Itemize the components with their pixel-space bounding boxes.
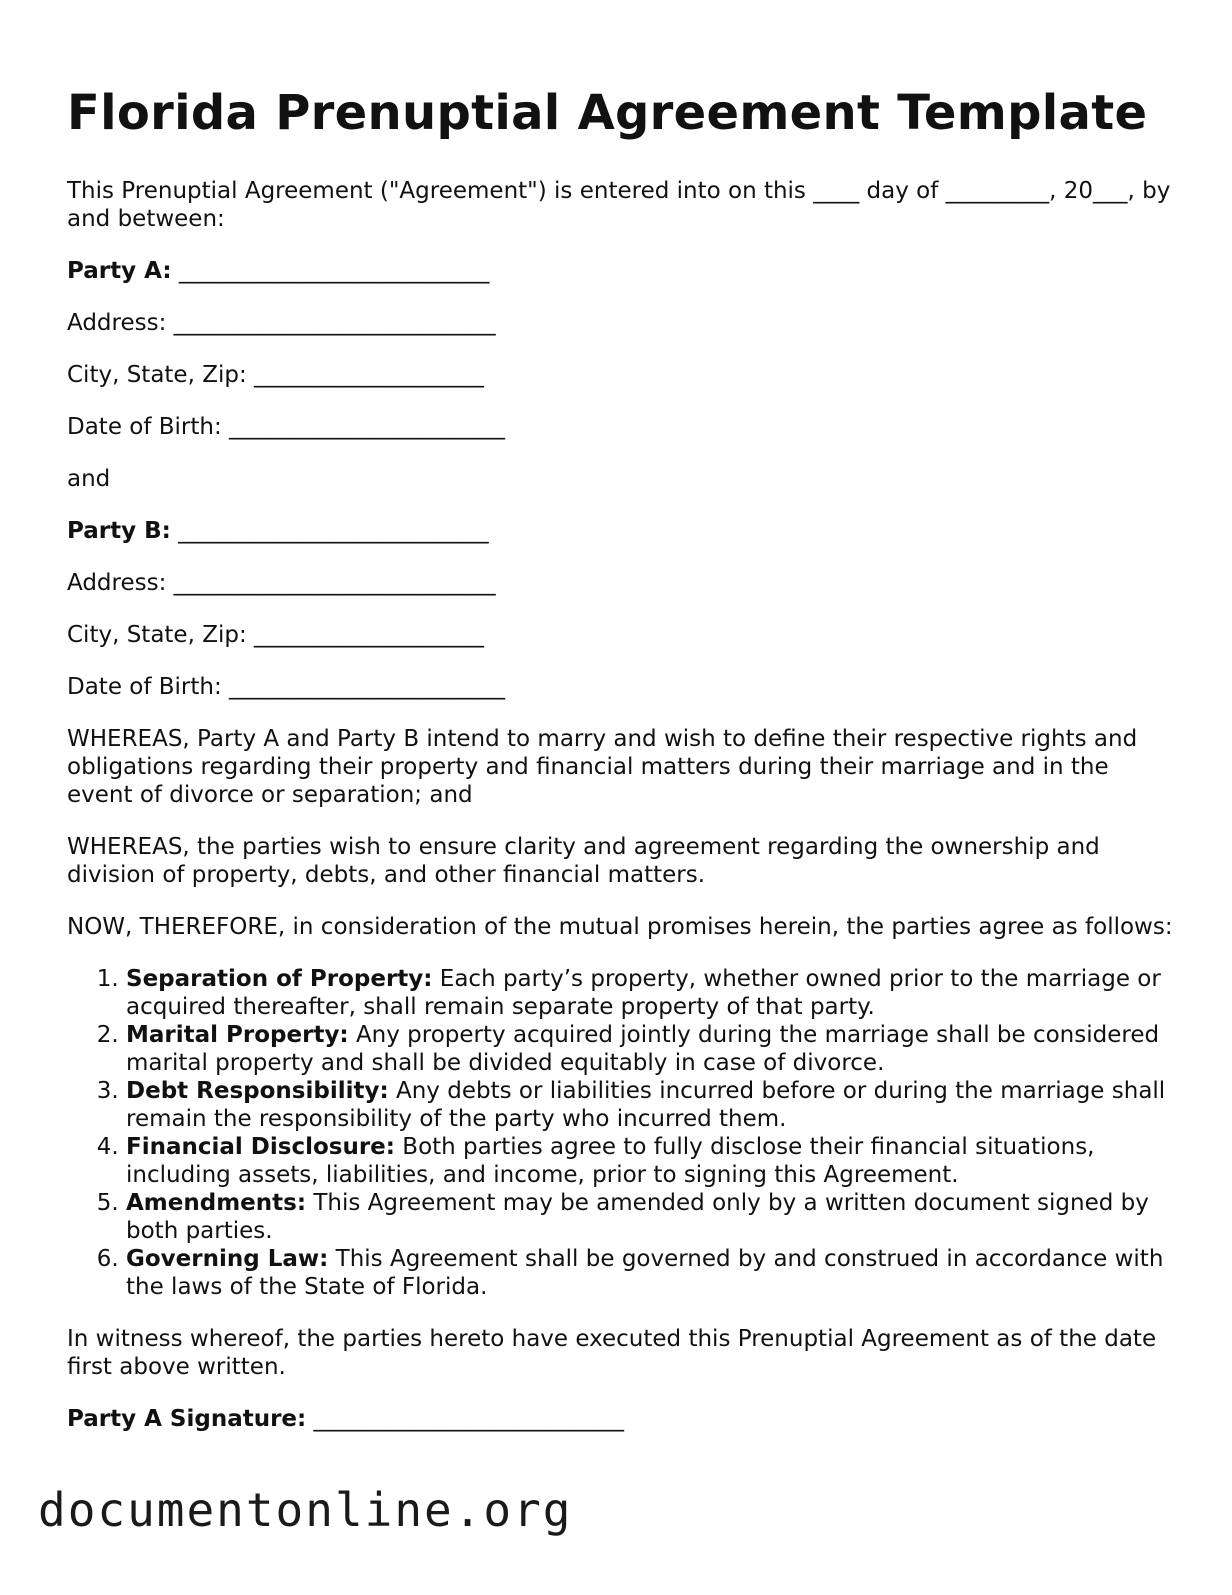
clause-text: Both parties agree to fully disclose their financial situations, including assets, liabilities, and income, prior to signing this Agreement. [126,1134,1095,1188]
party-a-dob-line: Date of Birth: ________________________ [67,414,506,440]
clause-item [126,1077,1177,1133]
clause-text: This Agreement shall be governed by and construed in accordance with the laws of the State of Florida. [126,1246,1164,1300]
party-a-city-line: City, State, Zip: ____________________ [67,362,485,388]
clause-heading: Debt Responsibility: [126,1078,389,1104]
now-therefore-paragraph: NOW, THEREFORE, in consideration of the mutual promises herein, the parties agree as follows: [67,914,1173,940]
whereas-paragraph-1: WHEREAS, Party A and Party B intend to marry and wish to define their respective rights and obligations regarding their property and financial matters during their marriage and in the event of divorce or separation; and [67,726,1138,808]
party-b-name-line [67,517,1177,545]
clause-text: Any property acquired jointly during the marriage shall be considered marital property and shall be divided equitably in case of divorce. [126,1022,1160,1076]
party-a-signature-label: Party A Signature: [67,1406,307,1432]
party-b-address-line: Address: ____________________________ [67,570,496,596]
party-b-label: Party B: [67,518,171,544]
clause-item [126,1245,1177,1301]
clause-item [126,1021,1177,1077]
party-a-name-line [67,257,1177,285]
clause-heading: Governing Law: [126,1246,329,1272]
clauses-list [67,965,1177,1301]
clause-text: This Agreement may be amended only by a written document signed by both parties. [126,1190,1149,1244]
party-a-address-line: Address: ____________________________ [67,310,496,336]
intro-paragraph: This Prenuptial Agreement ("Agreement") is entered into on this ____ day of _________, 20___, by and between: [67,178,1171,232]
document-page [67,82,1177,1457]
clause-item [126,965,1177,1021]
clause-heading: Amendments: [126,1190,307,1216]
clause-item [126,1133,1177,1189]
party-b-dob-line: Date of Birth: ________________________ [67,674,506,700]
clause-heading: Separation of Property: [126,966,433,992]
witness-paragraph: In witness whereof, the parties hereto have executed this Prenuptial Agreement as of the date first above written. [67,1326,1157,1380]
party-a-signature-blank: ___________________________ [306,1406,625,1432]
party-b-city-line: City, State, Zip: ____________________ [67,622,485,648]
clause-heading: Marital Property: [126,1022,349,1048]
site-watermark: documentonline.org [38,1483,573,1537]
document-title: Florida Prenuptial Agreement Template [67,85,1148,141]
whereas-paragraph-2: WHEREAS, the parties wish to ensure clarity and agreement regarding the ownership and division of property, debts, and other financial matters. [67,834,1100,888]
party-a-name-blank: ___________________________ [171,258,490,284]
party-a-label: Party A: [67,258,172,284]
and-separator: and [67,466,111,492]
clause-text: Any debts or liabilities incurred before or during the marriage shall remain the responsibility of the party who incurred them. [126,1078,1166,1132]
clause-item [126,1189,1177,1245]
party-b-name-blank: ___________________________ [170,518,489,544]
clause-heading: Financial Disclosure: [126,1134,395,1160]
party-a-signature-line [67,1405,1177,1433]
clause-text: Each party’s property, whether owned prior to the marriage or acquired thereafter, shall remain separate property of that party. [126,966,1161,1020]
